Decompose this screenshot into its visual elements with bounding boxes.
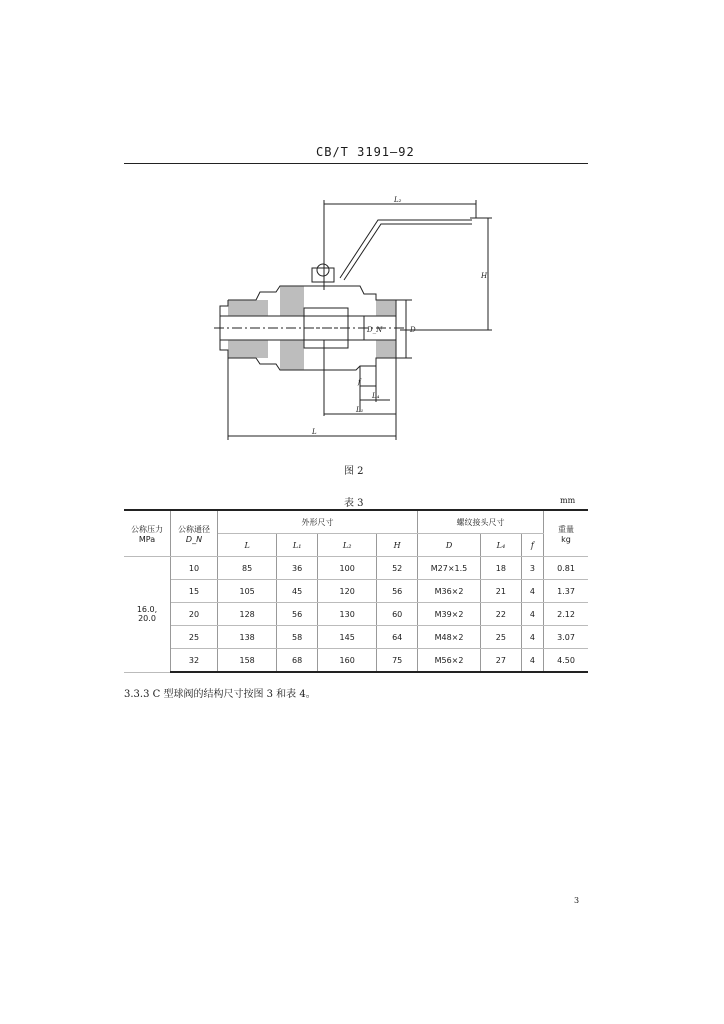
label-f: f bbox=[358, 378, 361, 386]
document-header: CB/T 3191—92 bbox=[316, 145, 415, 159]
section-note: 3.3.3 C 型球阀的结构尺寸按图 3 和表 4。 bbox=[124, 689, 316, 700]
table-row: 25 138 58 145 64 M48×2 25 4 3.07 bbox=[124, 626, 588, 649]
col-H: H bbox=[377, 534, 418, 557]
header-pressure: 公称压力 MPa bbox=[124, 510, 171, 557]
page-number: 3 bbox=[574, 896, 580, 905]
label-D: D bbox=[410, 326, 416, 334]
pressure-cell: 16.0, 20.0 bbox=[124, 557, 171, 673]
table-row: 15 105 45 120 56 M36×2 21 4 1.37 bbox=[124, 580, 588, 603]
header-rule bbox=[124, 163, 588, 164]
header-outline: 外形尺寸 bbox=[218, 510, 418, 534]
col-L: L bbox=[218, 534, 277, 557]
col-f: f bbox=[521, 534, 543, 557]
col-L4: L₄ bbox=[481, 534, 522, 557]
valve-drawing bbox=[200, 190, 520, 460]
label-DN: D_N bbox=[367, 326, 383, 334]
table-row: 32 158 68 160 75 M56×2 27 4 4.50 bbox=[124, 649, 588, 673]
col-D: D bbox=[418, 534, 481, 557]
table-unit: mm bbox=[560, 496, 576, 505]
col-L2: L₂ bbox=[318, 534, 377, 557]
header-weight: 重量 kg bbox=[544, 510, 589, 557]
col-L1: L₁ bbox=[277, 534, 318, 557]
label-L4: L₄ bbox=[372, 392, 380, 400]
header-dn: 公称通径 D_N bbox=[171, 510, 218, 557]
table-row: 16.0, 20.0 10 85 36 100 52 M27×1.5 18 3 0.81 bbox=[124, 557, 588, 580]
table-caption: 表 3 bbox=[344, 498, 364, 509]
header-thread: 螺纹接头尺寸 bbox=[418, 510, 544, 534]
label-L2: L₂ bbox=[394, 196, 402, 204]
label-L1: L₁ bbox=[356, 406, 364, 414]
figure-caption: 图 2 bbox=[344, 466, 364, 477]
dimension-table bbox=[124, 509, 588, 673]
label-H: H bbox=[481, 272, 488, 280]
label-L: L bbox=[312, 428, 317, 436]
table-row: 20 128 56 130 60 M39×2 22 4 2.12 bbox=[124, 603, 588, 626]
